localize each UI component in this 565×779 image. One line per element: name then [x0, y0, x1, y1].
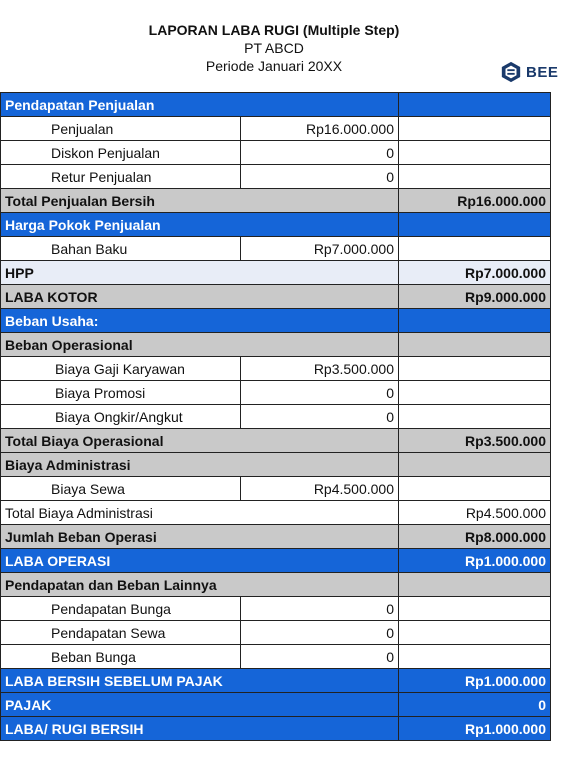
row-total: [399, 477, 551, 501]
row-total: [399, 621, 551, 645]
row-label: Biaya Ongkir/Angkut: [1, 405, 241, 429]
bee-logo-icon: [500, 61, 522, 83]
table-row: [1, 717, 551, 741]
row-total: [399, 237, 551, 261]
row-total: Rp1.000.000: [399, 669, 551, 693]
row-amount: 0: [241, 165, 399, 189]
row-total: [399, 165, 551, 189]
row-label: Beban Usaha:: [1, 309, 399, 333]
row-label: PAJAK: [1, 693, 399, 717]
row-total: Rp9.000.000: [399, 285, 551, 309]
row-label: Jumlah Beban Operasi: [1, 525, 399, 549]
row-total: [399, 93, 551, 117]
row-label: Pendapatan Sewa: [1, 621, 241, 645]
table-row: [1, 261, 551, 285]
table-row: [1, 597, 551, 621]
table-row: [1, 333, 551, 357]
row-total: [399, 141, 551, 165]
row-total: Rp7.000.000: [399, 261, 551, 285]
table-row: [1, 501, 551, 525]
row-total: Rp3.500.000: [399, 429, 551, 453]
row-amount: Rp4.500.000: [241, 477, 399, 501]
row-total: Rp4.500.000: [399, 501, 551, 525]
row-total: Rp1.000.000: [399, 717, 551, 741]
table-row: [1, 141, 551, 165]
table-row: [1, 573, 551, 597]
table-row: [1, 189, 551, 213]
report-header: [0, 0, 565, 92]
table-row: [1, 381, 551, 405]
table-row: [1, 117, 551, 141]
table-row: [1, 165, 551, 189]
row-amount: 0: [241, 405, 399, 429]
row-total: [399, 117, 551, 141]
income-statement-rows: [1, 93, 551, 741]
row-label: Beban Bunga: [1, 645, 241, 669]
table-row: [1, 357, 551, 381]
table-row: [1, 549, 551, 573]
row-total: Rp8.000.000: [399, 525, 551, 549]
company-name: PT ABCD: [244, 40, 304, 56]
table-row: [1, 669, 551, 693]
row-label: HPP: [1, 261, 399, 285]
row-label: LABA KOTOR: [1, 285, 399, 309]
row-total: [399, 309, 551, 333]
table-row: [1, 237, 551, 261]
table-row: [1, 309, 551, 333]
table-row: [1, 621, 551, 645]
row-total: [399, 453, 551, 477]
row-label: Beban Operasional: [1, 333, 399, 357]
table-row: [1, 477, 551, 501]
row-amount: Rp7.000.000: [241, 237, 399, 261]
row-label: Diskon Penjualan: [1, 141, 241, 165]
table-row: [1, 429, 551, 453]
row-label: Bahan Baku: [1, 237, 241, 261]
table-row: [1, 525, 551, 549]
report-period: Periode Januari 20XX: [205, 58, 343, 74]
row-total: [399, 333, 551, 357]
row-total: [399, 573, 551, 597]
row-label: Pendapatan dan Beban Lainnya: [1, 573, 399, 597]
row-label: Pendapatan Bunga: [1, 597, 241, 621]
row-total: [399, 405, 551, 429]
row-label: LABA OPERASI: [1, 549, 399, 573]
row-label: LABA BERSIH SEBELUM PAJAK: [1, 669, 399, 693]
row-label: Retur Penjualan: [1, 165, 241, 189]
row-label: Biaya Promosi: [1, 381, 241, 405]
row-label: Total Penjualan Bersih: [1, 189, 399, 213]
income-statement-table: [0, 92, 551, 741]
row-amount: Rp16.000.000: [241, 117, 399, 141]
row-amount: 0: [241, 621, 399, 645]
row-label: Biaya Administrasi: [1, 453, 399, 477]
bee-logo: [500, 60, 558, 84]
row-label: Pendapatan Penjualan: [1, 93, 399, 117]
row-amount: 0: [241, 645, 399, 669]
row-total: Rp16.000.000: [399, 189, 551, 213]
row-label: Total Biaya Operasional: [1, 429, 399, 453]
table-row: [1, 453, 551, 477]
report-title: LAPORAN LABA RUGI (Multiple Step): [148, 22, 400, 38]
row-amount: 0: [241, 381, 399, 405]
row-amount: 0: [241, 141, 399, 165]
row-amount: Rp3.500.000: [241, 357, 399, 381]
row-total: [399, 357, 551, 381]
row-label: Harga Pokok Penjualan: [1, 213, 399, 237]
row-total: [399, 597, 551, 621]
table-row: [1, 405, 551, 429]
row-label: Total Biaya Administrasi: [1, 501, 399, 525]
table-row: [1, 693, 551, 717]
row-total: [399, 213, 551, 237]
table-row: [1, 285, 551, 309]
row-amount: 0: [241, 597, 399, 621]
row-label: Biaya Gaji Karyawan: [1, 357, 241, 381]
row-total: [399, 645, 551, 669]
row-label: LABA/ RUGI BERSIH: [1, 717, 399, 741]
table-row: [1, 93, 551, 117]
row-label: Biaya Sewa: [1, 477, 241, 501]
row-label: Penjualan: [1, 117, 241, 141]
row-total: Rp1.000.000: [399, 549, 551, 573]
table-row: [1, 213, 551, 237]
row-total: 0: [399, 693, 551, 717]
row-total: [399, 381, 551, 405]
table-row: [1, 645, 551, 669]
logo-text: BEE: [526, 63, 559, 81]
